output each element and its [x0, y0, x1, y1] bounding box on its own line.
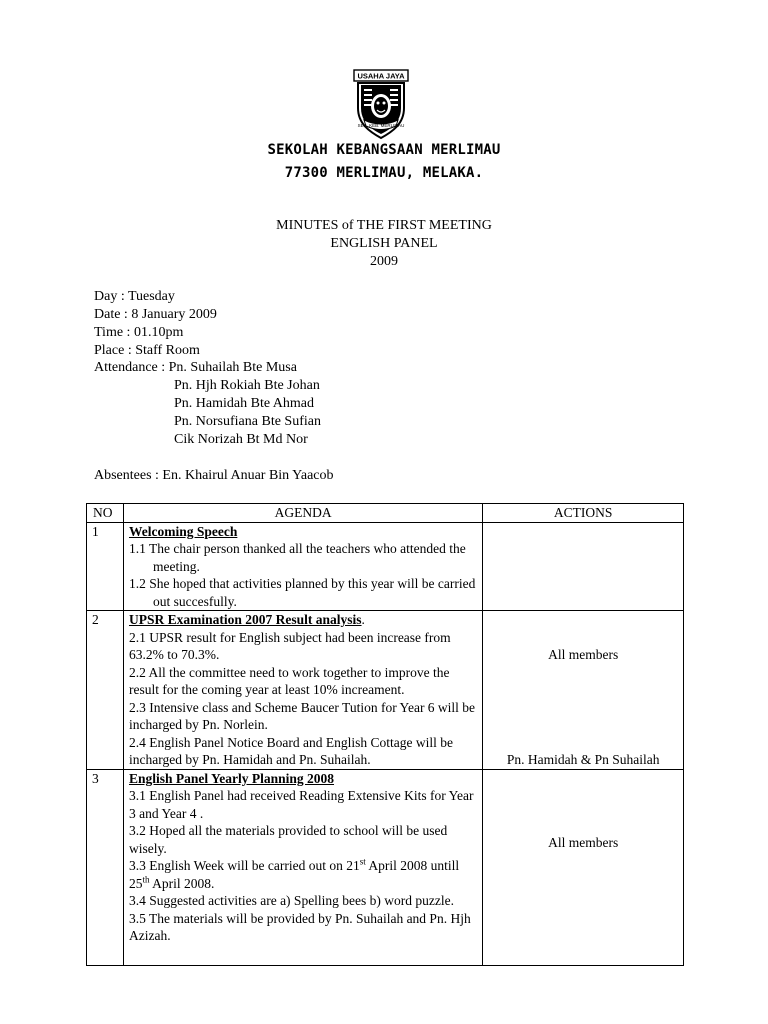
- school-crest-icon: [350, 68, 412, 140]
- agenda-heading: UPSR Examination 2007 Result analysis: [128, 612, 362, 627]
- agenda-point: 3.5 The materials will be provided by Pn. Suhailah and Pn. Hjh Azizah.: [128, 910, 471, 943]
- agenda-heading: English Panel Yearly Planning 2008: [128, 770, 335, 786]
- attendee: Pn. Norsufiana Bte Sufian: [174, 414, 321, 429]
- agenda-cell: [123, 611, 482, 770]
- actions-cell: [483, 611, 684, 770]
- table-header-row: [87, 504, 684, 523]
- header-actions: ACTIONS: [483, 504, 684, 523]
- meeting-year: 2009: [370, 254, 398, 269]
- agenda-point: 2.3 Intensive class and Scheme Baucer Tution for Year 6 will be incharged by Pn. Norlein.: [128, 699, 476, 732]
- crest-school-text: SEK. KEB. MERLIMAU: [357, 123, 405, 128]
- meeting-time: Time : 01.10pm: [94, 325, 184, 340]
- crest-motto-text: USAHA JAYA: [357, 71, 405, 81]
- table-row: [87, 522, 684, 611]
- meeting-day: Day : Tuesday: [94, 289, 175, 304]
- agenda-cell: [123, 769, 482, 965]
- agenda-heading: Welcoming Speech: [128, 523, 238, 539]
- agenda-text: April 2008.: [149, 875, 215, 891]
- actions-cell: [483, 522, 684, 611]
- action-label: All members: [548, 834, 619, 850]
- agenda-point: 3.1 English Panel had received Reading Extensive Kits for Year 3 and Year 4 .: [128, 788, 474, 821]
- row-number: 2: [87, 611, 124, 770]
- heading-period: .: [361, 612, 365, 627]
- minutes-table: [86, 503, 684, 966]
- agenda-point: 1.1 The chair person thanked all the teachers who attended the meeting.: [128, 541, 466, 574]
- agenda-text: April 2008 untill 25: [128, 858, 460, 891]
- agenda-point: 2.4 English Panel Notice Board and English Cottage will be incharged by Pn. Hamidah and Pn. Suhailah.: [128, 734, 453, 767]
- absentees-line: Absentees : En. Khairul Anuar Bin Yaacob: [94, 468, 334, 483]
- attendee: Pn. Hamidah Bte Ahmad: [174, 396, 314, 411]
- row-number: 1: [87, 522, 124, 611]
- header-no: NO: [87, 504, 124, 523]
- header-agenda: AGENDA: [123, 504, 482, 523]
- agenda-point: 2.1 UPSR result for English subject had been increase from 63.2% to 70.3%.: [128, 629, 451, 662]
- agenda-point: 3.4 Suggested activities are a) Spelling bees b) word puzzle.: [128, 893, 455, 908]
- agenda-point: 2.2 All the committee need to work together to improve the result for the coming year at least 10% increament.: [128, 664, 450, 697]
- ordinal-suffix: th: [142, 874, 150, 884]
- attendee: Pn. Hjh Rokiah Bte Johan: [174, 378, 320, 393]
- agenda-point: [129, 857, 477, 892]
- agenda-point: 1.2 She hoped that activities planned by this year will be carried out succesfully.: [128, 576, 476, 609]
- agenda-point: 3.2 Hoped all the materials provided to school will be used wisely.: [128, 823, 448, 856]
- actions-cell: [483, 769, 684, 965]
- ordinal-suffix: st: [359, 856, 366, 867]
- action-label: All members: [548, 647, 619, 662]
- meeting-title: MINUTES of THE FIRST MEETING: [276, 218, 492, 233]
- school-name: SEKOLAH KEBANGSAAN MERLIMAU: [267, 142, 501, 158]
- attendee: Cik Norizah Bt Md Nor: [174, 432, 308, 447]
- meeting-place: Place : Staff Room: [94, 343, 200, 358]
- attendance-line: Attendance : Pn. Suhailah Bte Musa: [94, 360, 297, 375]
- table-row: [87, 769, 684, 965]
- agenda-cell: [123, 522, 482, 611]
- school-address: 77300 MERLIMAU, MELAKA.: [284, 165, 484, 181]
- meeting-panel: ENGLISH PANEL: [330, 236, 438, 251]
- table-row: [87, 611, 684, 770]
- meeting-date: Date : 8 January 2009: [94, 307, 217, 322]
- agenda-text: 3.3 English Week will be carried out on 21: [128, 858, 360, 873]
- action-label: Pn. Hamidah & Pn Suhailah: [506, 752, 660, 767]
- row-number: 3: [87, 769, 124, 965]
